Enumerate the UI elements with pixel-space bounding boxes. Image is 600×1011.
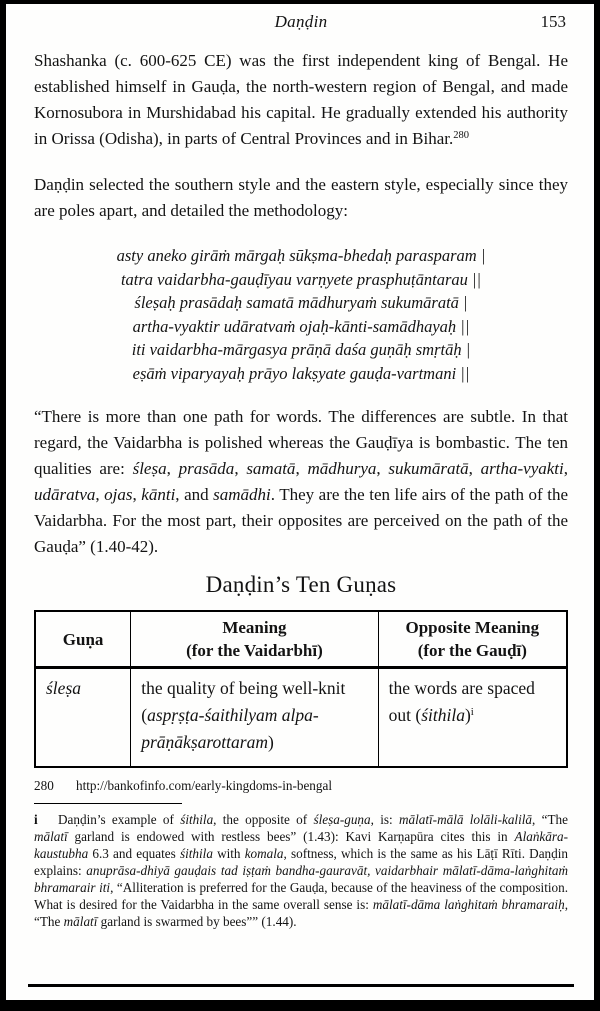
footnote-280 bbox=[34, 777, 568, 794]
next-table-row-top-edge bbox=[28, 984, 574, 987]
column-header-guna bbox=[35, 611, 131, 668]
column-header-meaning bbox=[131, 611, 378, 668]
cell-meaning: the quality of being well-knit (aspṛṣṭa-śaithilyam alpa-prāṇākṣarottaram) bbox=[131, 668, 378, 768]
footnote-separator-rule bbox=[34, 803, 182, 804]
cell-opposite-meaning: the words are spaced out (śithila)$^i$ bbox=[378, 668, 567, 768]
verse-line-3: śleṣaḥ prasādaḥ samatā mādhuryaṁ sukumāratā | bbox=[134, 293, 468, 312]
page-number: 153 bbox=[540, 12, 566, 31]
column-header-opposite-line1: Opposite Meaning bbox=[405, 618, 540, 637]
column-header-guna-label: Guṇa bbox=[62, 629, 104, 649]
sanskrit-verse bbox=[34, 244, 568, 385]
verse-line-2: tatra vaidarbha-gauḍīyau varṇyete prasphuṭāntarau || bbox=[120, 269, 482, 289]
paragraph-dandin-styles: Daṇḍin selected the southern style and the eastern style, especially since they are poles apart, and detailed the methodology: bbox=[34, 175, 568, 220]
verse-line-1: asty aneko girāṁ mārgaḥ sūkṣma-bhedaḥ parasparam | bbox=[116, 246, 486, 265]
verse-line-6: eṣāṁ viparyayaḥ prāyo lakṣyate gauḍa-vartmani || bbox=[132, 363, 470, 383]
footnote-280-marker: 280 bbox=[34, 778, 54, 793]
column-header-opposite bbox=[378, 611, 567, 668]
footnote-280-url: http://bankofinfo.com/early-kingdoms-in-bengal bbox=[76, 778, 332, 793]
table-title: Daṇḍin’s Ten Guṇas bbox=[205, 572, 397, 597]
footnotes-section bbox=[34, 777, 568, 930]
verse-line-5: iti vaidarbha-mārgasya prāṇā daśa guṇāḥ smṛtāḥ | bbox=[131, 340, 471, 359]
gunas-table bbox=[34, 610, 568, 768]
verse-line-4: artha-vyaktir udāratvaṁ ojaḥ-kānti-samādhayaḥ || bbox=[132, 316, 470, 336]
footnote-i-text: Daṇḍin’s example of śithila, the opposite of śleṣa-guṇa, is: mālatī-mālā lolāli-kalilā, “The mālatī garland is endowed with restless bees” (1.43): Kavi Karṇapūra cites this in Alaṅkāra-kaustubha 6.3 and equates śithila with komala, softness, which is the same as his Lāṭī Rīti. Daṇḍin explains: anuprāsa-dhiyā gauḍais tad iṣṭaṁ bandha-gauravāt, vaidarbhair mālatī-dāma-laṅghitaṁ bhramarair iti, “Alliteration is preferred for the Gauḍa, because of the heaviness of the composition. What is desired for the Vaidarbha in the same overall sense is: mālatī-dāma laṅghitaṁ bhramaraiḥ, “The mālatī garland is swarmed by bees”” (1.44). bbox=[34, 812, 569, 929]
page-header bbox=[34, 12, 568, 36]
table-header-row bbox=[35, 611, 567, 668]
column-header-meaning-line2: (for the Vaidarbhī) bbox=[186, 641, 323, 660]
paragraph-shashanka: Shashanka (c. 600-625 CE) was the first independent king of Bengal. He established himself in Gauḍa, the north-western region of Bengal, and made Kornosubora in Murshidabad his capital. He gradually extended his authority in Orissa (Odisha), in parts of Central Provinces and in Bihar.$^{280}$ bbox=[34, 51, 568, 148]
cell-guna: śleṣa bbox=[35, 668, 131, 768]
footnote-i bbox=[34, 811, 568, 930]
column-header-meaning-line1: Meaning bbox=[222, 618, 287, 637]
column-header-opposite-line2: (for the Gauḍī) bbox=[417, 641, 527, 660]
running-title: Daṇḍin bbox=[274, 12, 328, 31]
table-row-slesa bbox=[35, 668, 567, 768]
footnote-i-marker: i bbox=[34, 812, 38, 827]
paragraph-translation: “There is more than one path for words. The differences are subtle. In that regard, the Vaidarbha is polished whereas the Gauḍīya is bombastic. The ten qualities are: śleṣa, prasāda, samatā, mādhurya, sukumāratā, artha-vyakti, udāratva, ojas, kānti, and samādhi. They are the ten life airs of the path of the Vaidarbha. For the most part, their opposites are perceived on the path of the Gauḍa” (1.40-42). bbox=[34, 407, 569, 556]
